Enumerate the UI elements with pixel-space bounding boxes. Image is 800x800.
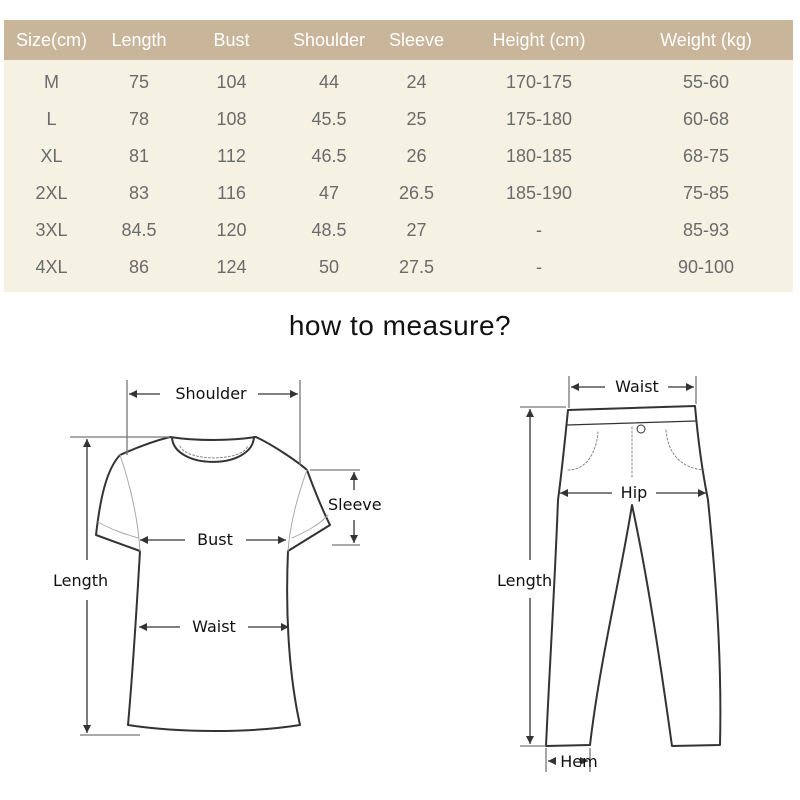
col-header-bust: Bust <box>213 29 250 50</box>
tshirt-measurements <box>70 380 360 735</box>
cell-sleeve: 25 <box>406 109 427 129</box>
cell-shoulder: 46.5 <box>311 146 347 166</box>
cell-size: XL <box>40 146 63 166</box>
col-header-weight: Weight (kg) <box>660 29 752 50</box>
cell-size: 4XL <box>35 257 68 277</box>
cell-length: 84.5 <box>121 220 157 240</box>
pants-length-label: Length <box>497 571 553 590</box>
tshirt-left-cuff <box>98 522 138 538</box>
cell-height: 180-185 <box>505 146 573 166</box>
col-header-height: Height (cm) <box>492 29 586 50</box>
tshirt-right-sleeve-seam <box>288 470 307 551</box>
cell-length: 81 <box>128 146 150 166</box>
tshirt-illustration <box>96 437 330 731</box>
pants-hem-label: Hem <box>560 752 598 771</box>
cell-weight: 60-68 <box>682 109 730 129</box>
cell-bust: 120 <box>216 220 247 240</box>
cell-bust: 104 <box>216 72 247 92</box>
cell-sleeve: 26.5 <box>398 183 435 203</box>
cell-shoulder: 45.5 <box>311 109 347 129</box>
pants-waistband <box>567 421 696 425</box>
col-header-sleeve: Sleeve <box>388 29 445 50</box>
cell-bust: 108 <box>216 109 247 129</box>
tshirt-outline <box>96 437 330 731</box>
cell-weight: 75-85 <box>682 183 730 203</box>
pants-button <box>637 425 645 433</box>
pants-outline <box>546 406 720 746</box>
cell-sleeve: 26 <box>406 146 427 166</box>
pants-hip-label: Hip <box>620 483 648 502</box>
cell-weight: 90-100 <box>677 257 735 277</box>
cell-length: 75 <box>128 72 150 92</box>
pants-illustration <box>546 406 720 746</box>
cell-weight: 68-75 <box>682 146 730 166</box>
col-header-shoulder: Shoulder <box>292 29 366 50</box>
cell-weight: 85-93 <box>682 220 730 240</box>
tshirt-length-label: Length <box>53 571 109 590</box>
cell-length: 83 <box>128 183 150 203</box>
cell-height: - <box>536 257 542 277</box>
tshirt-sleeve-label: Sleeve <box>328 495 382 514</box>
cell-height: 175-180 <box>505 109 573 129</box>
cell-weight: 55-60 <box>682 72 730 92</box>
tshirt-bust-label: Bust <box>197 530 233 549</box>
pants-waist-label: Waist <box>615 377 659 396</box>
cell-bust: 116 <box>217 183 246 203</box>
cell-shoulder: 50 <box>318 257 340 277</box>
cell-height: - <box>536 220 542 240</box>
cell-sleeve: 24 <box>406 72 427 92</box>
cell-size: 3XL <box>35 220 68 240</box>
cell-sleeve: 27 <box>406 220 427 240</box>
cell-length: 78 <box>128 109 150 129</box>
cell-shoulder: 48.5 <box>311 220 347 240</box>
cell-sleeve: 27.5 <box>398 257 435 277</box>
cell-height: 170-175 <box>505 72 573 92</box>
tshirt-waist-label: Waist <box>192 617 236 636</box>
cell-bust: 124 <box>216 257 247 277</box>
col-header-length: Length <box>111 29 167 50</box>
pants-left-pocket <box>568 432 598 470</box>
tshirt-right-cuff <box>292 515 328 538</box>
tshirt-shoulder-label: Shoulder <box>175 384 247 403</box>
cell-size: M <box>44 72 59 92</box>
cell-size: L <box>46 109 57 129</box>
cell-bust: 112 <box>217 146 246 166</box>
tshirt-left-sleeve-seam <box>120 455 140 551</box>
col-header-size: Size(cm) <box>16 29 87 50</box>
tshirt-collar-rib <box>180 445 248 458</box>
measure-heading: how to measure? <box>288 310 512 341</box>
cell-height: 185-190 <box>505 183 573 203</box>
cell-length: 86 <box>128 257 150 277</box>
cell-shoulder: 47 <box>318 183 340 203</box>
cell-size: 2XL <box>35 183 68 203</box>
cell-shoulder: 44 <box>318 72 340 92</box>
